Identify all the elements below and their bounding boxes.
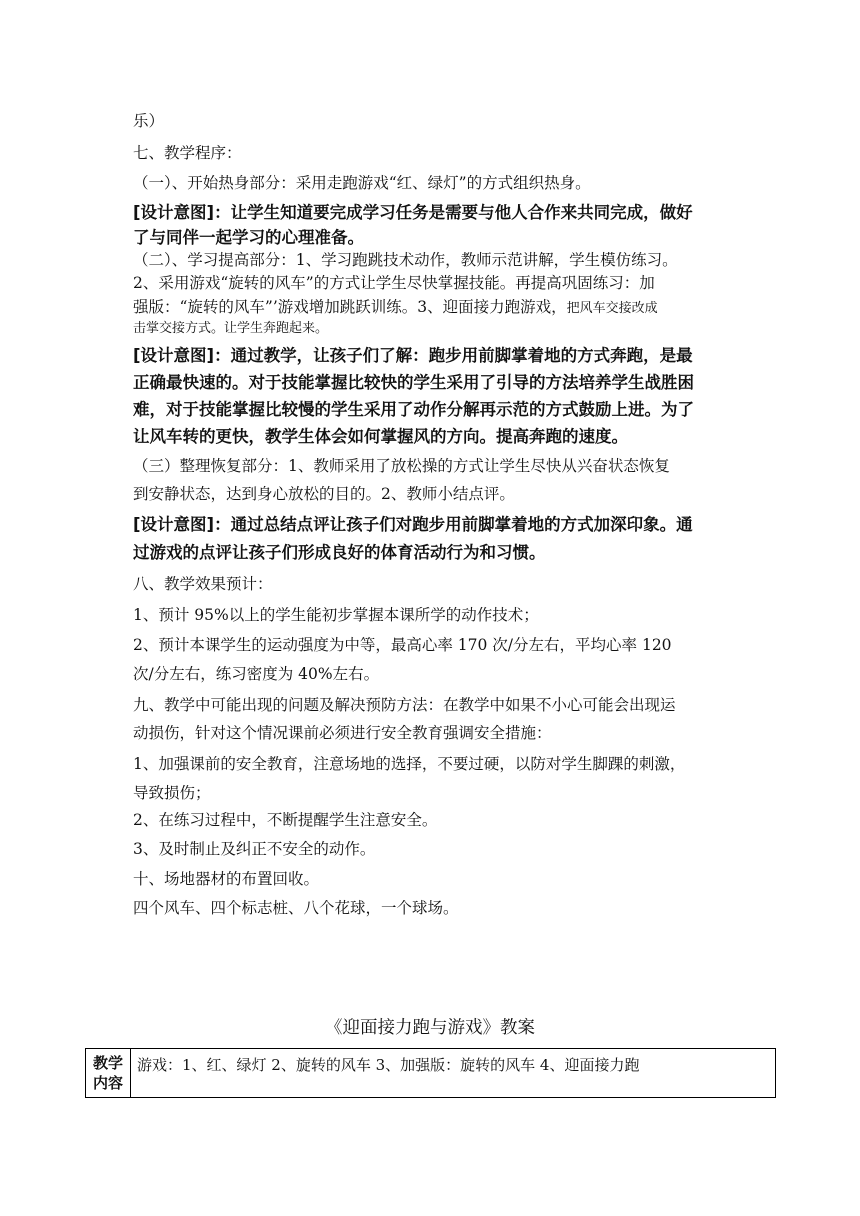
text-line: 动损伤，针对这个情况课前必须进行安全教育强调安全措施： (133, 724, 552, 742)
text-line-small: 击掌交接方式。让学生奔跑起来。 (133, 321, 329, 336)
table-row (86, 1049, 776, 1098)
text-line: 2、采用游戏“旋转的风车”的方式让学生尽快掌握技能。再提高巩固练习：加 (133, 274, 655, 292)
text-line: 3、及时制止及纠正不安全的动作。 (133, 840, 376, 858)
lesson-content-table (85, 1048, 776, 1098)
label-line: 内容 (92, 1074, 123, 1092)
text-line: 1、预计 95%以上的学生能初步掌握本课所学的动作技术； (133, 606, 539, 624)
text-line (133, 297, 658, 319)
text-line: 2、在练习过程中，不断提醒学生注意安全。 (133, 811, 438, 829)
text-line: 导致损伤； (133, 784, 211, 802)
text-line: 到安静状态，达到身心放松的目的。2、教师小结点评。 (133, 485, 515, 503)
design-intent-text: [设计意图]：通过教学，让孩子们了解：跑步用前脚掌着地的方式奔跑，是最 (133, 346, 693, 365)
text-segment-small: 把风车交接改成 (566, 301, 658, 316)
section-heading: 九、教学中可能出现的问题及解决预防方法：在教学中如果不小心可能会出现运 (133, 696, 676, 714)
text-line: 乐） (133, 112, 165, 130)
text-line: 1、加强课前的安全教育，注意场地的选择，不要过硬，以防对学生脚踝的刺激， (133, 755, 686, 773)
label-line: 教学 (92, 1054, 123, 1072)
design-intent-text: [设计意图]：让学生知道要完成学习任务是需要与他人合作来共同完成，做好 (133, 203, 693, 222)
design-intent-text: 让风车转的更快，教学生体会如何掌握风的方向。提高奔跑的速度。 (133, 427, 628, 446)
table-label-cell (86, 1049, 131, 1098)
table-content-cell: 游戏：1、红、绿灯 2、旋转的风车 3、加强版：旋转的风车 4、迎面接力跑 (131, 1049, 776, 1098)
section-heading: 八、教学效果预计： (133, 575, 273, 593)
design-intent-text: 正确最快速的。对于技能掌握比较快的学生采用了引导的方法培养学生战胜困 (133, 373, 694, 392)
text-line: （二）、学习提高部分：1、学习跑跳技术动作，教师示范讲解，学生模仿练习。 (133, 251, 678, 269)
design-intent-text: 过游戏的点评让孩子们形成良好的体育活动行为和习惯。 (133, 543, 546, 562)
text-line: 四个风车、四个标志桩、八个花球，一个球场。 (133, 899, 459, 917)
text-line: 次/分左右，练习密度为 40%左右。 (133, 665, 380, 683)
design-intent-text: 了与同伴一起学习的心理准备。 (133, 228, 364, 247)
lesson-plan-title: 《迎面接力跑与游戏》教案 (325, 1018, 535, 1038)
design-intent-text: [设计意图]：通过总结点评让孩子们对跑步用前脚掌着地的方式加深印象。通 (133, 515, 693, 534)
section-heading: 七、教学程序： (133, 144, 242, 162)
text-line: 2、预计本课学生的运动强度为中等，最高心率 170 次/分左右，平均心率 120 (133, 636, 672, 654)
text-line: （三）整理恢复部分：1、教师采用了放松操的方式让学生尽快从兴奋状态恢复 (133, 457, 670, 475)
section-heading: 十、场地器材的布置回收。 (133, 870, 320, 888)
text-line: （一）、开始热身部分：采用走跑游戏“红、绿灯”的方式组织热身。 (133, 174, 591, 192)
text-segment: 强版：“旋转的风车”’游戏增加跳跃训练。3、迎面接力跑游戏， (133, 298, 567, 316)
design-intent-text: 难，对于技能掌握比较慢的学生采用了动作分解再示范的方式鼓励上进。为了 (133, 400, 694, 419)
